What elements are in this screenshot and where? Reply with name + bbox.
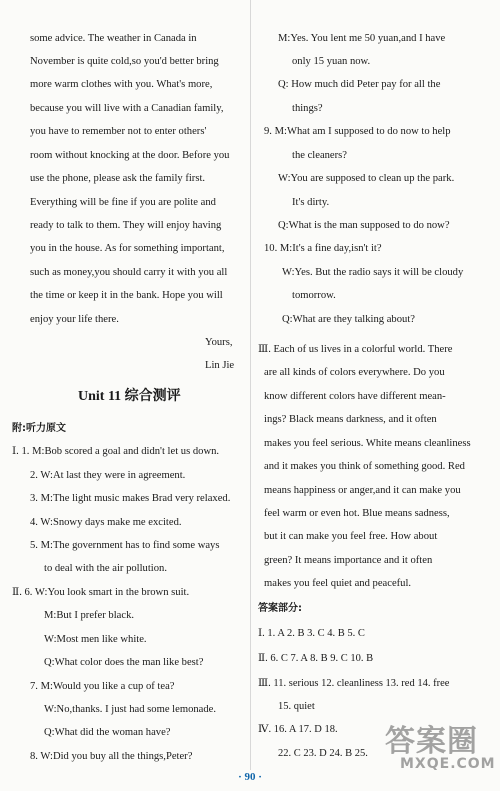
passage-line: but it can make you feel free. How about bbox=[264, 531, 438, 542]
dialog-line: 9. M:What am I supposed to do now to help bbox=[264, 126, 451, 137]
letter-line: enjoy your life there. bbox=[30, 314, 119, 325]
watermark-text: MXQE.COM bbox=[400, 756, 496, 772]
letter-line: November is quite cold,so you'd better bring bbox=[30, 56, 219, 67]
answer-label: 答案部分: bbox=[258, 603, 302, 614]
answer-row: 22. C 23. D 24. B 25. bbox=[278, 748, 368, 759]
passage-line: makes you feel quiet and peaceful. bbox=[264, 578, 412, 589]
letter-line: more warm clothes with you. What's more, bbox=[30, 79, 213, 90]
watermark-logo: 答案圈 bbox=[385, 724, 478, 759]
section1-item: 2. W:At last they were in agreement. bbox=[30, 470, 186, 481]
dialog-line: M:Yes. You lent me 50 yuan,and I have bbox=[278, 33, 446, 44]
dialog-line: things? bbox=[292, 103, 323, 114]
letter-line: you have to remember not to enter others' bbox=[30, 126, 207, 137]
letter-line: you in the house. As for something important, bbox=[30, 243, 225, 254]
letter-closing: Yours, bbox=[205, 337, 233, 348]
letter-line: the time or keep it in the bank. Hope you will bbox=[30, 290, 223, 301]
dialog-line: only 15 yuan now. bbox=[292, 56, 371, 67]
dialog-line: Q: How much did Peter pay for all the bbox=[278, 79, 441, 90]
page-number: · 90 · bbox=[238, 771, 262, 783]
letter-line: some advice. The weather in Canada in bbox=[30, 33, 197, 44]
section2-item: Q:What did the woman have? bbox=[44, 727, 171, 738]
section2-item: 8. W:Did you buy all the things,Peter? bbox=[30, 751, 193, 762]
letter-signature: Lin Jie bbox=[205, 360, 235, 371]
letter-line: ready to talk to them. They will enjoy having bbox=[30, 220, 222, 231]
letter-line: because you will live with a Canadian family, bbox=[30, 103, 224, 114]
letter-line: such as money,you should carry it with you all bbox=[30, 267, 228, 278]
section2-item: Q:What color does the man like best? bbox=[44, 657, 204, 668]
unit-title: Unit 11 综合测评 bbox=[78, 389, 181, 404]
section2-item: Ⅱ. 6. W:You look smart in the brown suit. bbox=[12, 587, 190, 598]
dialog-line: W:You are supposed to clean up the park. bbox=[278, 173, 455, 184]
passage-line: makes you feel serious. White means cleanliness bbox=[264, 438, 471, 449]
answer-row: Ⅰ. 1. A 2. B 3. C 4. B 5. C bbox=[258, 628, 365, 639]
dialog-line: 10. M:It's a fine day,isn't it? bbox=[264, 243, 382, 254]
answer-row: Ⅲ. 11. serious 12. cleanliness 13. red 14. free bbox=[258, 678, 450, 689]
section1-item: 5. M:The government has to find some ways bbox=[30, 540, 220, 551]
section1-item: to deal with the air pollution. bbox=[44, 563, 167, 574]
passage-line: feel warm or even hot. Blue means sadness, bbox=[264, 508, 450, 519]
answer-row: Ⅳ. 16. A 17. D 18. bbox=[258, 724, 338, 735]
section2-item: M:But I prefer black. bbox=[44, 610, 135, 621]
section2-item: W:Most men like white. bbox=[44, 634, 147, 645]
answer-row: 15. quiet bbox=[278, 701, 315, 712]
appendix-label: 附:听力原文 bbox=[12, 423, 66, 434]
dialog-line: Q:What are they talking about? bbox=[282, 314, 415, 325]
passage-line: means happiness or anger,and it can make you bbox=[264, 485, 461, 496]
dialog-line: the cleaners? bbox=[292, 150, 347, 161]
passage-line: and it makes you think of something good. Red bbox=[264, 461, 465, 472]
passage-line: are all kinds of colors everywhere. Do you bbox=[264, 367, 445, 378]
dialog-line: tomorrow. bbox=[292, 290, 336, 301]
dialog-line: Q:What is the man supposed to do now? bbox=[278, 220, 450, 231]
letter-line: room without knocking at the door. Before you bbox=[30, 150, 230, 161]
section1-item: 3. M:The light music makes Brad very relaxed. bbox=[30, 493, 231, 504]
column-divider bbox=[250, 0, 251, 770]
dialog-line: It's dirty. bbox=[292, 197, 330, 208]
section2-item: W:No,thanks. I just had some lemonade. bbox=[44, 704, 217, 715]
letter-line: use the phone, please ask the family first. bbox=[30, 173, 206, 184]
passage-line: know different colors have different mean- bbox=[264, 391, 446, 402]
answer-row: Ⅱ. 6. C 7. A 8. B 9. C 10. B bbox=[258, 653, 374, 664]
passage-line: Ⅲ. Each of us lives in a colorful world. There bbox=[258, 344, 453, 355]
section1-item: 4. W:Snowy days make me excited. bbox=[30, 517, 182, 528]
section2-item: 7. M:Would you like a cup of tea? bbox=[30, 681, 175, 692]
letter-line: Everything will be fine if you are polite and bbox=[30, 197, 216, 208]
dialog-line: W:Yes. But the radio says it will be cloudy bbox=[282, 267, 464, 278]
section1-item: Ⅰ. 1. M:Bob scored a goal and didn't let us down. bbox=[12, 446, 220, 457]
passage-line: ings? Black means darkness, and it often bbox=[264, 414, 437, 425]
passage-line: green? It means importance and it often bbox=[264, 555, 433, 566]
